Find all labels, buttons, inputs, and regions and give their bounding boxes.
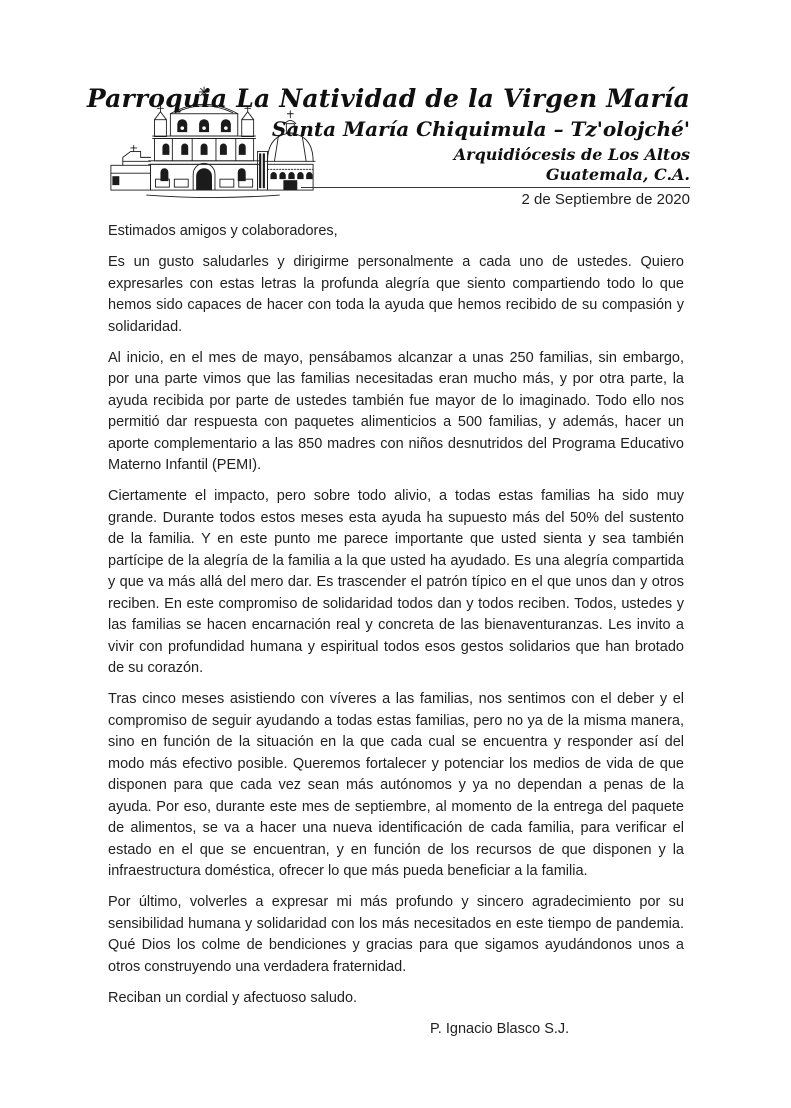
signature: P. Ignacio Blasco S.J.: [430, 1020, 570, 1037]
letterhead-text: [87, 84, 690, 209]
letter-paragraph-4: Tras cinco meses asistiendo con víveres a las familias, nos sentimos con el deber y el compromiso de seguir ayudando a todas estas familias, pero no ya de la misma manera, sino en función de la situación en la que cada cual se encuentra y responder así del modo más efectivo posible. Queremos fortalecer y potenciar los medios de vida de que disponen para que cada vez sean más autónomos y ya no dependan a penas de la ayuda. Por eso, durante este mes de septiembre, al momento de la entrega del paquete de alimentos, se va a hacer una nueva identificación de cada familia, para verificar el estado en el que se encuentran, y en función de los recursos de que disponen y la infraestructura doméstica, ofrecer lo que más pueda beneficiar a la familia.: [108, 691, 684, 879]
closing-line: Reciban un cordial y afectuoso saludo.: [108, 989, 358, 1006]
letter-paragraph-1: Es un gusto saludarles y dirigirme personalmente a cada uno de ustedes. Quiero expresarles con estas letras la profunda alegría que siento compartiendo todo lo que hemos sido capaces de hacer con toda la ayuda que hemos recibido de su compasión y solidaridad.: [108, 254, 684, 335]
letter-paragraph-5: Por último, volverles a expresar mi más profundo y sincero agradecimiento por su sensibilidad humana y solidaridad con los más necesitados en este tiempo de pandemia. Qué Dios los colme de bendiciones y gracias para que sigamos ayudándonos unos a otros construyendo una verdadera fraternidad.: [108, 894, 684, 975]
salutation: Estimados amigos y colaboradores,: [108, 223, 338, 239]
letter-body: [108, 221, 684, 1040]
location-line: Santa María Chiquimula – Tz'olojché': [271, 117, 690, 141]
letterhead: [86, 84, 690, 210]
country-line: Guatemala, C.A.: [545, 165, 690, 184]
letter-paragraph-3: Ciertamente el impacto, pero sobre todo alivio, a todas estas familias ha sido muy grande. Durante todos estos meses esta ayuda ha supuesto más del 50% del sustento de la familia. Y en este punto me parece importante que usted sienta y sea también partícipe de la alegría de la familia a la que usted ha ayudado. Es una alegría compartida y que va más allá del mero dar. Es trascender el patrón típico en el que unos dan y otros reciben. En este compromiso de solidaridad todos dan y todos reciben. Todos, ustedes y las familias se hacen encarnación real y concreta de las bienaventuranzas. Les invito a vivir con profundidad humana y espiritual todos esos gestos solidarios que han brotado de su corazón.: [108, 488, 684, 676]
archdiocese-line: Arquidiócesis de Los Altos: [453, 145, 690, 164]
letter-paragraph-2: Al inicio, en el mes de mayo, pensábamos alcanzar a unas 250 familias, sin embargo, por una parte vimos que las familias necesitadas eran mucho más, y por otra parte, la ayuda recibida por parte de ustedes también fue mayor de lo imaginado. Todo ello nos permitió dar respuesta con paquetes alimenticios a 500 familias, y además, hacer un aporte complementario a las 850 madres con niños desnutridos del Programa Educativo Materno Infantil (PEMI).: [108, 349, 684, 473]
letter-date: 2 de Septiembre de 2020: [521, 191, 690, 208]
letterhead-rule: [301, 187, 690, 188]
organization-name: Parroquia La Natividad de la Virgen María: [86, 84, 690, 113]
letter-page: [0, 84, 791, 1108]
